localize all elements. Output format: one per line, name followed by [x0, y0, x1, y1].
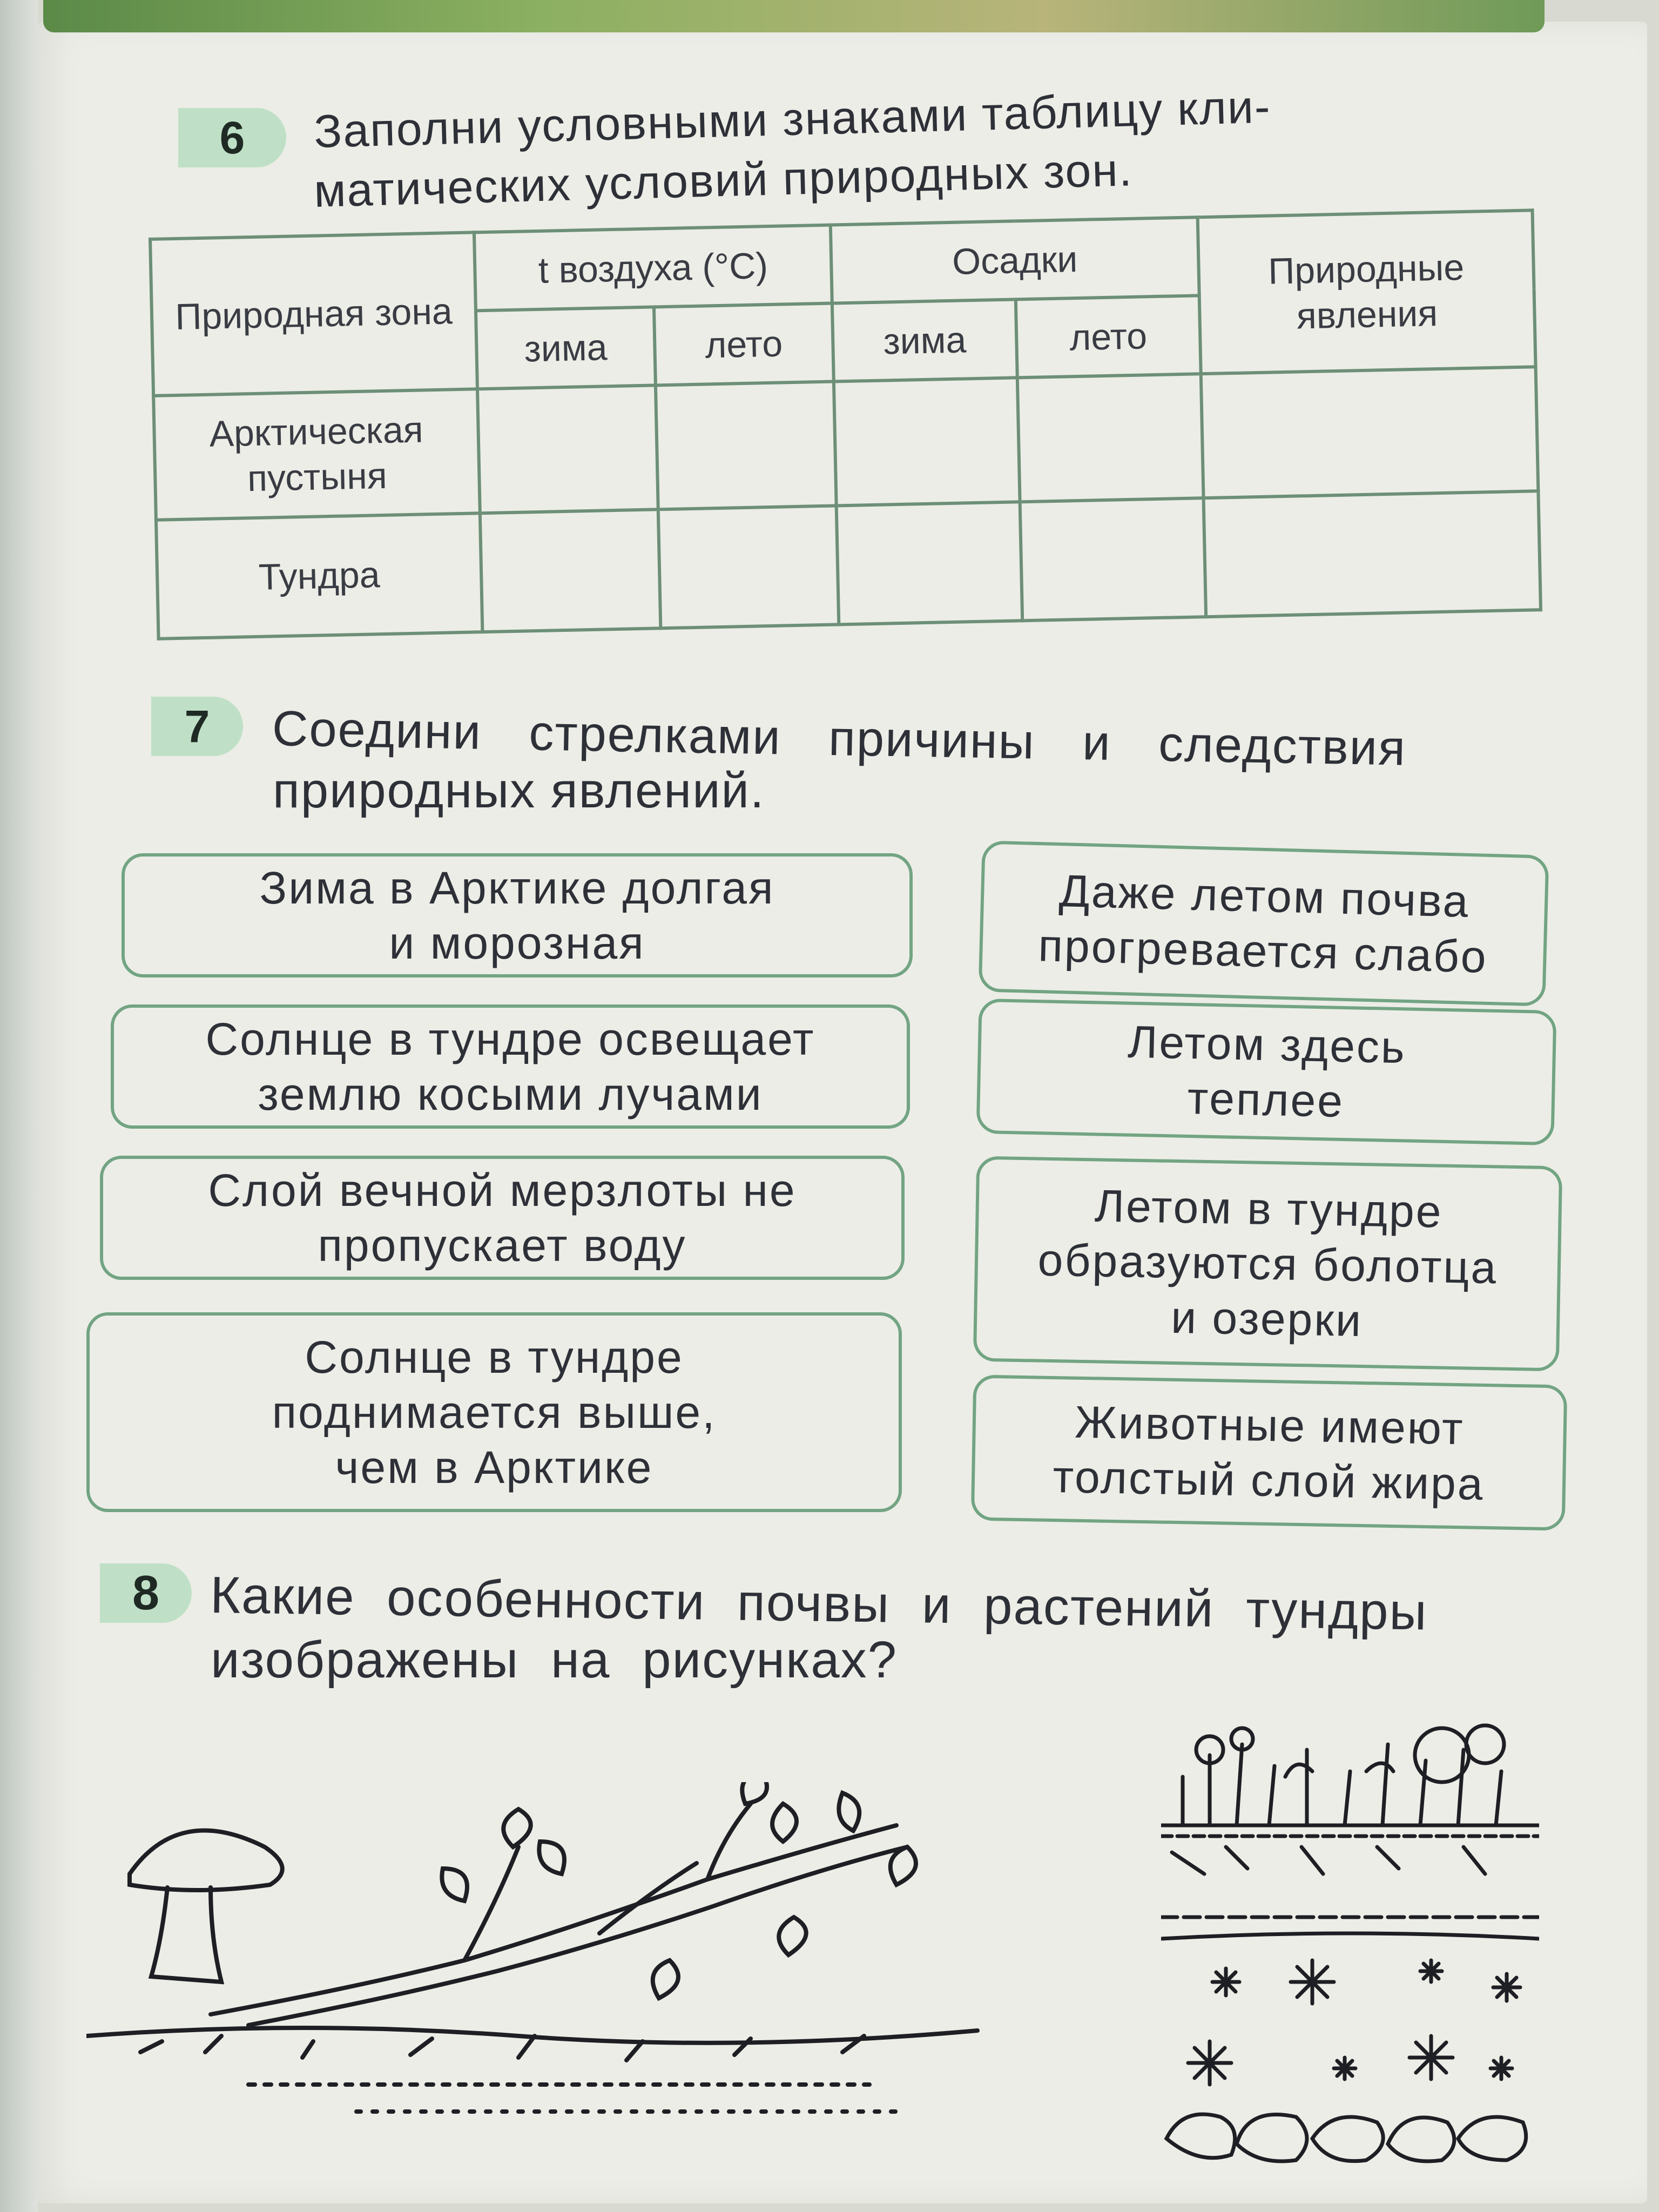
- subheader-temp-winter: зима: [476, 307, 656, 389]
- cause-box-4[interactable]: Солнце в тундре поднимается выше, чем в Арктике: [86, 1312, 902, 1512]
- task-8-text-line2: изображены на рисунках?: [211, 1631, 898, 1689]
- cause-box-3[interactable]: Слой вечной мерзлоты не пропускает воду: [100, 1156, 905, 1280]
- cell-tundra-phenomena[interactable]: [1204, 491, 1541, 617]
- cell-arctic-temp-summer[interactable]: [656, 381, 837, 509]
- subheader-precip-winter: зима: [832, 299, 1017, 381]
- subheader-precip-summer: лето: [1016, 295, 1201, 377]
- header-air-temperature: t воздуха (°C): [474, 225, 832, 311]
- left-page-edge: [0, 0, 38, 2212]
- row-label-tundra: Тундра: [156, 513, 482, 639]
- row-label-arctic-desert: Арктическая пустыня: [153, 389, 480, 520]
- cell-tundra-precip-summer[interactable]: [1020, 498, 1206, 621]
- cell-arctic-precip-summer[interactable]: [1017, 374, 1204, 502]
- cell-tundra-temp-winter[interactable]: [480, 509, 661, 632]
- cell-tundra-precip-winter[interactable]: [837, 502, 1023, 624]
- task-6-text-line1: Заполни условными знаками таблицу кли-: [313, 80, 1272, 158]
- task-7-number: 7: [151, 697, 243, 756]
- effect-box-1[interactable]: Даже летом почва прогревается слабо: [979, 840, 1549, 1006]
- cell-arctic-precip-winter[interactable]: [834, 377, 1020, 505]
- task-7-text-line2: природных явлений.: [273, 763, 765, 818]
- cell-arctic-phenomena[interactable]: [1201, 367, 1539, 498]
- cell-tundra-temp-summer[interactable]: [658, 505, 839, 628]
- cause-box-1[interactable]: Зима в Арктике долгая и морозная: [122, 853, 913, 977]
- effect-box-4[interactable]: Животные имеют толстый слой жира: [971, 1374, 1568, 1530]
- effect-box-3[interactable]: Летом в тундре образуются болотца и озерки: [973, 1156, 1562, 1372]
- header-natural-zone: Природная зона: [150, 232, 477, 396]
- subheader-temp-summer: лето: [654, 304, 834, 386]
- cause-box-2[interactable]: Солнце в тундре освещает землю косыми лучами: [111, 1004, 910, 1129]
- header-precipitation: Осадки: [831, 217, 1199, 303]
- task-7-text-line1: Соедини стрелками причины и следствия: [272, 700, 1407, 776]
- effect-box-2[interactable]: Летом здесь теплее: [976, 999, 1556, 1145]
- climate-table: [149, 208, 1542, 640]
- cell-arctic-temp-winter[interactable]: [477, 385, 658, 513]
- permafrost-soil-illustration: [1161, 1712, 1539, 2171]
- task-8-text-line1: Какие особенности почвы и растений тундры: [210, 1566, 1428, 1641]
- task-6-text-line2: матических условий природных зон.: [313, 144, 1134, 217]
- task-8-number: 8: [100, 1563, 192, 1623]
- top-illustration-strip: [43, 0, 1545, 32]
- creeping-birch-illustration: [86, 1782, 1004, 2128]
- header-natural-phenomena: Природные явления: [1198, 210, 1536, 374]
- task-6-number: 6: [178, 108, 286, 167]
